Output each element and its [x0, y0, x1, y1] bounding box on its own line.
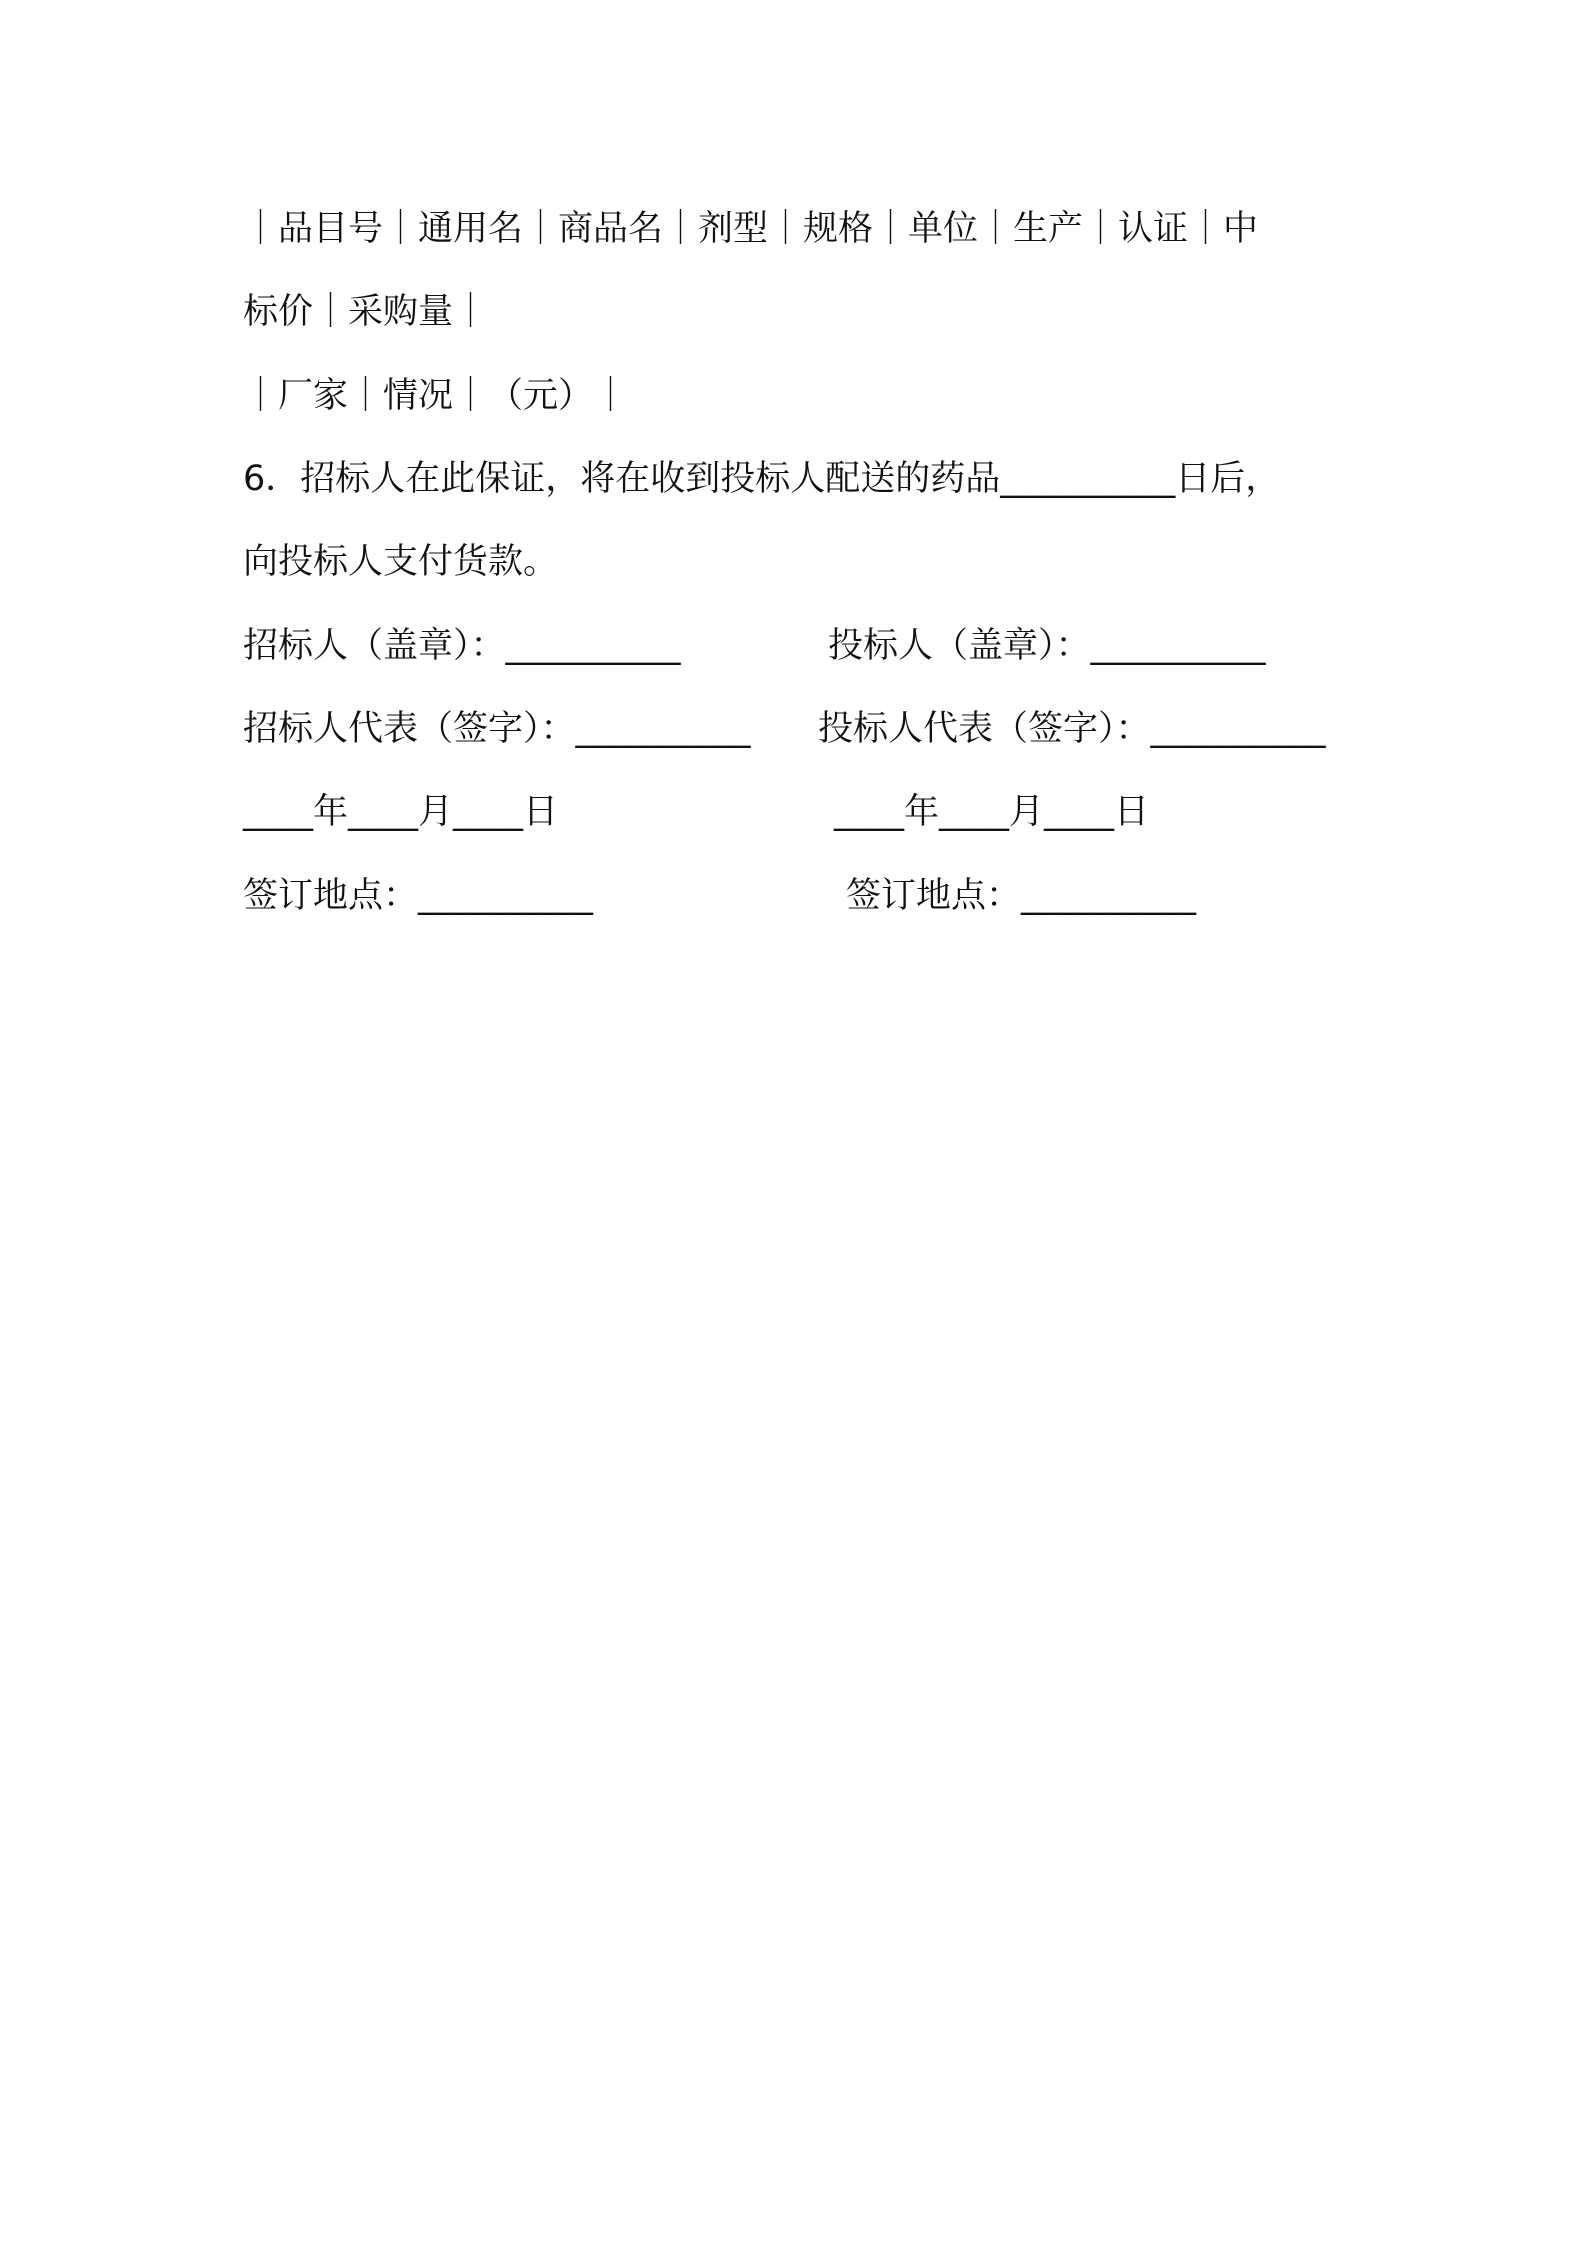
tenderer-representative-field: 招标人代表（签字）：__________	[243, 709, 751, 749]
table-header-row-1: ｜品目号｜通用名｜商品名｜剂型｜规格｜单位｜生产｜认证｜中	[243, 209, 1259, 249]
bidder-seal-field: 投标人（盖章）：__________	[828, 626, 1266, 666]
tenderer-signing-place-field: 签订地点：__________	[243, 876, 594, 916]
tenderer-seal-field: 招标人（盖章）：__________	[243, 626, 681, 666]
bidder-signing-place-field: 签订地点：__________	[846, 876, 1197, 916]
tenderer-date-field: ____年____月____日	[243, 792, 559, 832]
table-header-row-2: 标价｜采购量｜	[243, 292, 489, 332]
clause-6-line-1: 6．招标人在此保证，将在收到投标人配送的药品__________日后，	[243, 459, 1281, 499]
table-header-row-3: ｜厂家｜情况｜（元）｜	[243, 376, 629, 416]
bidder-date-field: ____年____月____日	[834, 792, 1150, 832]
bidder-representative-field: 投标人代表（签字）：__________	[818, 709, 1326, 749]
clause-6-line-2: 向投标人支付货款。	[243, 542, 559, 582]
